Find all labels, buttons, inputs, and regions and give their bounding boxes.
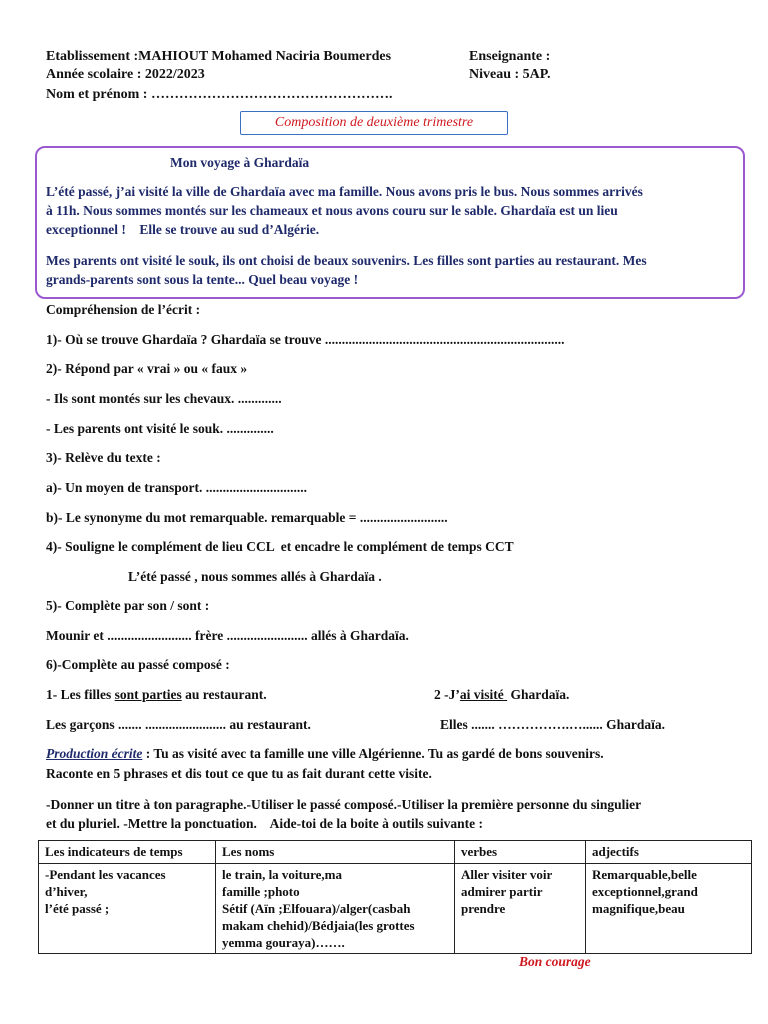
question-2: 2)- Répond par « vrai » ou « faux » [46,361,248,376]
toolbox-cell-verbs: Aller visiter voir admirer partir prendre [455,864,586,954]
q6-item2-underlined: ai visité [459,687,508,702]
header-nom: Nom et prénom : ……………………………………………. [46,87,393,102]
toolbox-content-row [39,864,752,954]
text-para2-line2: grands-parents sont sous la tente... Quel beau voyage ! [46,272,359,287]
toolbox-header-time: Les indicateurs de temps [39,841,216,864]
toolbox-cell-time: -Pendant les vacances d’hiver, l’été passé ; [39,864,216,954]
question-2b: - Les parents ont visité le souk. .............. [46,421,274,436]
header-annee: Année scolaire : 2022/2023 [46,67,205,82]
toolbox-cell-nouns: le train, la voiture,ma famille ;photo Sétif (Aïn ;Elfouara)/alger(casbah makam chehid)/Bédjaia(les grottes yemma gouraya)……. [216,864,455,954]
question-3b: b)- Le synonyme du mot remarquable. remarquable = .......................... [46,510,448,525]
text-title: Mon voyage à Ghardaïa [170,155,310,170]
toolbox-table [38,840,752,954]
question-6-item3: Les garçons ....... ........................ au restaurant. [46,717,311,732]
question-5: 5)- Complète par son / sont : [46,598,210,613]
production-line2: Raconte en 5 phrases et dis tout ce que tu as fait durant cette visite. [46,766,432,781]
question-4-sentence: L’été passé , nous sommes allés à Ghardaïa . [128,569,382,584]
composition-title: Composition de deuxième trimestre [240,111,508,135]
comprehension-heading: Compréhension de l’écrit : [46,302,201,317]
toolbox-cell-adjectives: Remarquable,belle exceptionnel,grand magnifique,beau [586,864,752,954]
text-para1-line1: L’été passé, j’ai visité la ville de Ghardaïa avec ma famille. Nous avons pris le bus. Nous sommes arrivés [46,184,643,199]
toolbox-header-adjectives: adjectifs [586,841,752,864]
production-line1 [46,745,604,762]
question-3a: a)- Un moyen de transport. .............................. [46,480,307,495]
q6-item2-start: 2 -J’ [434,687,460,702]
header-enseignante: Enseignante : [469,49,551,64]
toolbox-header-row [39,841,752,864]
toolbox-header-verbs: verbes [455,841,586,864]
question-2a: - Ils sont montés sur les chevaux. ............. [46,391,282,406]
question-3: 3)- Relève du texte : [46,450,161,465]
header-niveau: Niveau : 5AP. [469,67,551,82]
question-1: 1)- Où se trouve Ghardaïa ? Ghardaïa se trouve ....................................................................... [46,332,565,347]
consigne-line1: -Donner un titre à ton paragraphe.-Utiliser le passé composé.-Utiliser la première personne du singulier [46,797,642,812]
consigne-line2: et du pluriel. -Mettre la ponctuation. Aide-toi de la boite à outils suivante : [46,816,483,831]
q6-item1-end: au restaurant. [181,687,267,702]
question-6: 6)-Complète au passé composé : [46,657,230,672]
q6-item1-underlined: sont parties [114,687,182,702]
text-para1-line2: à 11h. Nous sommes montés sur les chameaux et nous avons couru sur le sable. Ghardaïa est un lieu [46,203,618,218]
footer-bon-courage: Bon courage [519,954,591,969]
text-para2-line1: Mes parents ont visité le souk, ils ont choisi de beaux souvenirs. Les filles sont parties au restaurant. Mes [46,253,647,268]
question-5-sentence: Mounir et ......................... frère ........................ allés à Ghardaïa. [46,628,409,643]
question-6-item2 [434,686,569,703]
toolbox-header-nouns: Les noms [216,841,455,864]
q6-item2-end: Ghardaïa. [507,687,570,702]
question-6-item4: Elles ....... …………….…...... Ghardaïa. [440,717,666,732]
question-4: 4)- Souligne le complément de lieu CCL et encadre le complément de temps CCT [46,539,514,554]
header-etablissement: Etablissement :MAHIOUT Mohamed Naciria Boumerdes [46,49,392,64]
text-para1-line3: exceptionnel ! Elle se trouve au sud d’Algérie. [46,222,320,237]
question-6-item1 [46,686,267,703]
production-label: Production écrite [46,746,143,761]
production-text-line1: : Tu as visité avec ta famille une ville Algérienne. Tu as gardé de bons souvenirs. [142,746,604,761]
q6-item1-start: 1- Les filles [46,687,115,702]
